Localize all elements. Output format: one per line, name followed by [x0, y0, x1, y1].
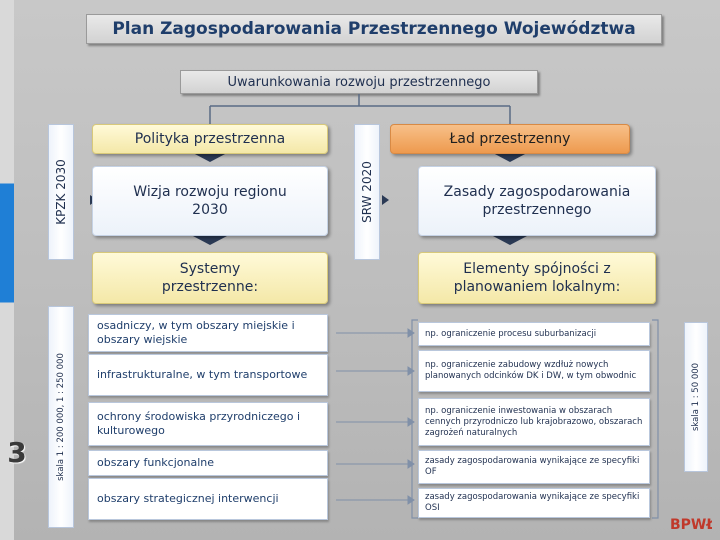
- subtitle-box: Uwarunkowania rozwoju przestrzennego: [180, 70, 538, 94]
- arrow-right-srw: [382, 195, 389, 205]
- list-item-right-5: zasady zagospodarowania wynikające ze specyfiki OSI: [418, 488, 650, 518]
- row-arrows: [336, 329, 414, 504]
- list-item-right-3: np. ograniczenie inwestowania w obszarach cennych przyrodniczo lub krajobrazowo, obszarach zagrożeń naturalnych: [418, 398, 650, 446]
- slide-number: 3: [7, 435, 27, 469]
- elements-box: Elementy spójności z planowaniem lokalnym:: [418, 252, 656, 304]
- srw-bar: [354, 124, 380, 260]
- page-title: Plan Zagospodarowania Przestrzennego Województwa: [86, 14, 662, 44]
- arrow-down-4: [493, 236, 527, 245]
- list-item-left-3: ochrony środowiska przyrodniczego i kulturowego: [88, 402, 328, 446]
- arrow-down-1: [193, 153, 227, 162]
- vision-box: Wizja rozwoju regionu 2030: [92, 166, 328, 236]
- rules-box: Zasady zagospodarowania przestrzennego: [418, 166, 656, 236]
- list-item-right-4: zasady zagospodarowania wynikające ze specyfiki OF: [418, 450, 650, 484]
- list-item-left-5: obszary strategicznej interwencji: [88, 478, 328, 520]
- list-item-left-1: osadniczy, w tym obszary miejskie i obszary wiejskie: [88, 314, 328, 352]
- list-item-right-2: np. ograniczenie zabudowy wzdłuż nowych planowanych odcinków DK i DW, w tym obwodnic: [418, 350, 650, 392]
- systems-box: Systemy przestrzenne:: [92, 252, 328, 304]
- list-item-left-2: infrastrukturalne, w tym transportowe: [88, 354, 328, 396]
- bpwl-logo-icon: [668, 512, 712, 534]
- srw-label: SRW 2020: [360, 161, 374, 223]
- order-header: Ład przestrzenny: [390, 124, 630, 154]
- kpzk-bar: [48, 124, 74, 260]
- list-item-right-1: np. ograniczenie procesu suburbanizacji: [418, 322, 650, 346]
- scale-left-bar: [48, 306, 74, 528]
- scale-left-label: skala 1 : 200 000, 1 : 250 000: [56, 353, 66, 481]
- scale-right-bar: [684, 322, 708, 472]
- bracket-right: [652, 320, 658, 518]
- arrow-down-3: [493, 153, 527, 162]
- list-item-left-4: obszary funkcjonalne: [88, 450, 328, 476]
- bpwl-logo: [668, 512, 712, 534]
- kpzk-label: KPZK 2030: [54, 159, 68, 225]
- logo-text: BPWŁ: [670, 517, 712, 533]
- arrow-down-2: [193, 236, 227, 245]
- policy-header: Polityka przestrzenna: [92, 124, 328, 154]
- scale-right-label: skala 1 : 50 000: [691, 362, 702, 432]
